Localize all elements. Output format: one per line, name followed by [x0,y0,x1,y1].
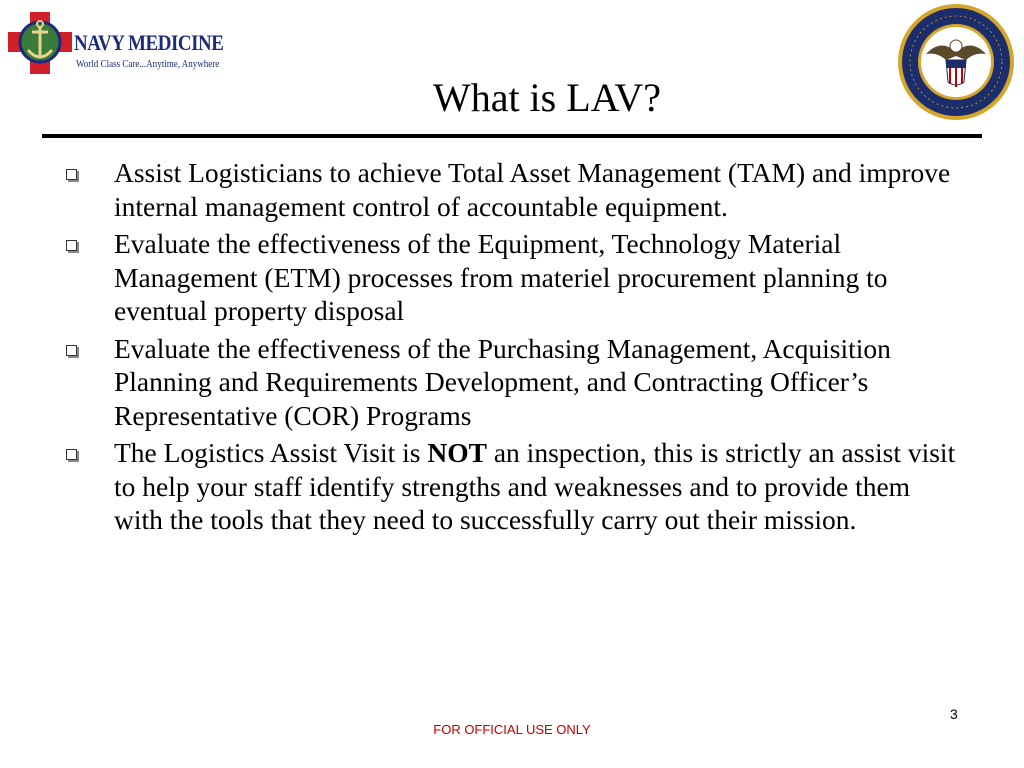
checkbox-bullet-icon [66,449,77,460]
checkbox-bullet-icon [66,240,77,251]
bullet-list [66,156,956,541]
navy-medicine-logo [6,8,224,78]
title-divider [42,134,982,138]
bullet-item [66,156,956,223]
bullet-text-after: an inspection, this is strictly an assist visit to help your staff identify strengths and weaknesses and to provide them with the tools that they need to successfully carry out their mission. [114,437,956,535]
checkbox-bullet-icon [66,345,77,356]
logo-title: NAVY MEDICINE [74,30,224,55]
bullet-text-before: The Logistics Assist Visit is [114,437,428,468]
bullet-text: Evaluate the effectiveness of the Equipment, Technology Material Management (ETM) processes from materiel procurement planning to eventual property disposal [114,228,888,326]
bullet-text: Evaluate the effectiveness of the Purchasing Management, Acquisition Planning and Requirements Development, and Contracting Officer’s Representative (COR) Programs [114,332,891,431]
bullet-emphasis: NOT [427,437,487,468]
logo-tagline: World Class Care...Anytime, Anywhere [76,58,220,70]
bullet-text: Assist Logisticians to achieve Total Asset Management (TAM) and improve internal management control of accountable equipment. [114,157,951,222]
page-number: 3 [950,706,958,722]
anchor-cross-icon [6,8,76,78]
checkbox-bullet-icon [66,169,77,180]
slide-title: What is LAV? [432,75,662,120]
bullet-item [66,436,956,537]
classification-footer: FOR OFFICIAL USE ONLY [433,722,591,737]
bullet-item [66,227,956,328]
bullet-item [66,332,956,433]
